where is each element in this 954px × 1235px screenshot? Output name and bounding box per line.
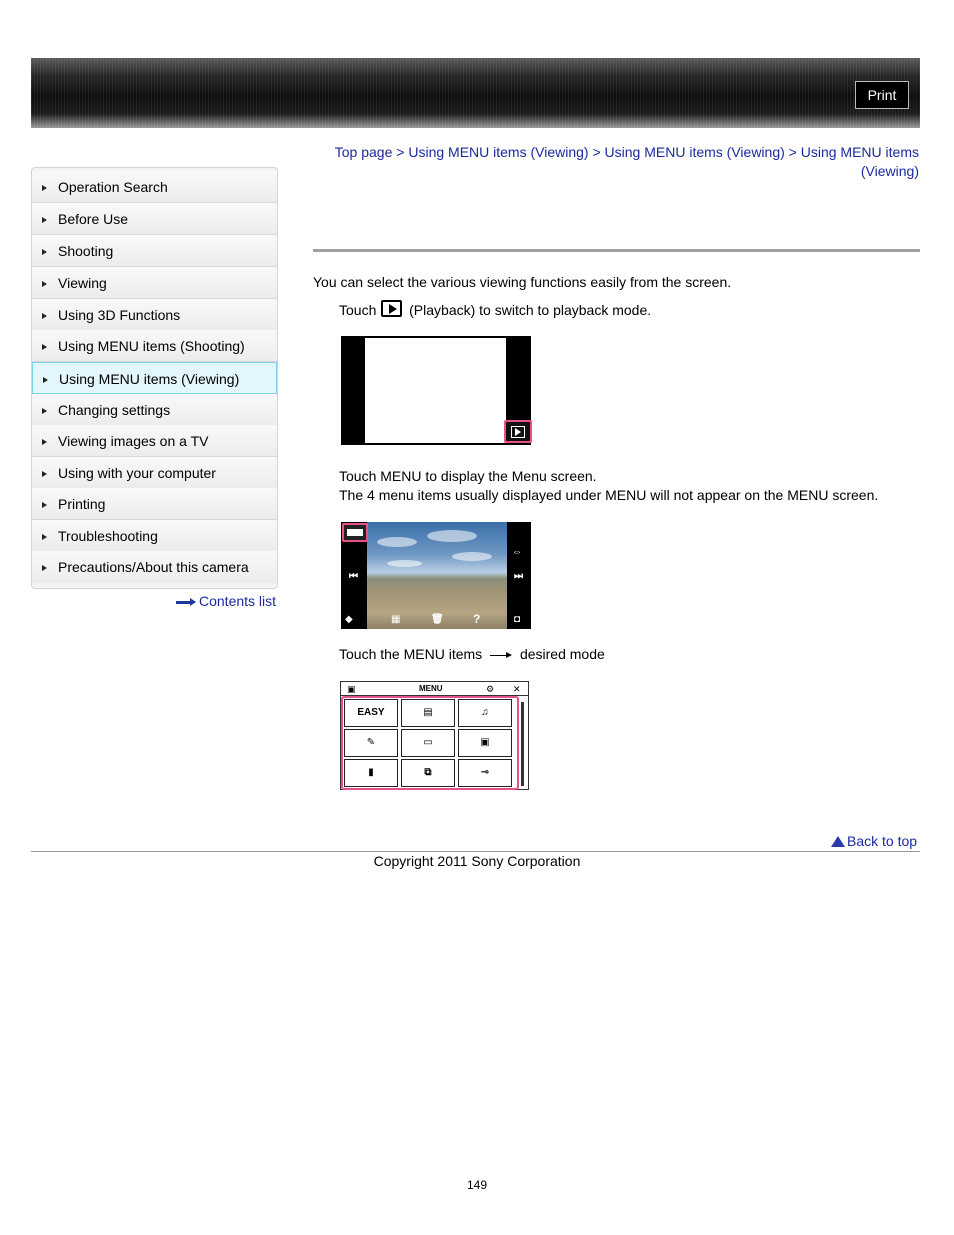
menu-grid-image: [340, 681, 529, 790]
sidebar-item-label: Using MENU items (Viewing): [59, 371, 240, 387]
arrow-right-icon: [42, 217, 47, 223]
index-icon: ▦: [391, 614, 401, 625]
next-icon: ⏭: [514, 571, 523, 582]
sidebar-item-printing[interactable]: [32, 488, 277, 520]
arrow-right-icon: [42, 408, 47, 414]
arrow-right-icon: [43, 377, 48, 383]
step-2-line-1: Touch MENU to display the Menu screen.: [339, 468, 597, 484]
arrow-right-icon: [42, 249, 47, 255]
menu-topbar: [341, 682, 528, 696]
sidebar-item-label: Using 3D Functions: [58, 307, 181, 323]
step-3-text: [339, 645, 605, 664]
slideshow-icon: ♫: [458, 699, 512, 727]
contents-list-link[interactable]: [176, 592, 276, 610]
step-3-prefix: Touch the MENU items: [339, 646, 483, 662]
sidebar-item-label: Before Use: [58, 211, 129, 227]
view-mode-icon: ◆: [345, 614, 353, 625]
title-divider: [313, 249, 920, 252]
help-icon: ?: [473, 612, 481, 626]
sidebar-item-operation-search[interactable]: [32, 171, 277, 203]
sidebar-item-shooting[interactable]: [32, 235, 277, 267]
breadcrumb-separator: >: [788, 144, 797, 160]
sidebar-item-label: Viewing: [58, 275, 107, 291]
arrow-right-icon: [176, 598, 196, 606]
back-to-top-label: Back to top: [847, 833, 918, 849]
sidebar-item-before-use[interactable]: [32, 203, 277, 235]
playback-icon: [381, 300, 402, 317]
breadcrumb: [313, 143, 919, 181]
intro-text: You can select the various viewing functions easily from the screen.: [313, 274, 732, 290]
sidebar-item-3d-functions[interactable]: [32, 299, 277, 331]
menu-scrollbar: [521, 702, 524, 786]
sidebar-item-label: Using with your computer: [58, 465, 216, 481]
page-number: 149: [466, 1178, 488, 1192]
playback-button-icon: [504, 420, 532, 443]
easy-mode-cell: EASY: [344, 699, 398, 727]
step-3-suffix: desired mode: [519, 646, 605, 662]
sidebar-item-label: Troubleshooting: [58, 528, 158, 544]
sidebar-item-menu-viewing[interactable]: [32, 362, 277, 394]
step-1-prefix: Touch: [339, 302, 377, 318]
arrow-right-icon: [42, 344, 47, 350]
delete-icon: 🗑: [431, 614, 444, 625]
arrow-right-icon: [42, 313, 47, 319]
playback-screen-image: [341, 336, 531, 445]
contents-list-label: Contents list: [199, 593, 277, 609]
triangle-up-icon: [831, 836, 845, 847]
arrow-right-icon: [42, 534, 47, 540]
calendar-icon: ▤: [401, 699, 455, 727]
sidebar-item-menu-shooting[interactable]: [32, 330, 277, 362]
menu-screen-photo-image: [341, 522, 531, 629]
step-1-suffix: (Playback) to switch to playback mode.: [409, 302, 652, 318]
close-icon: ✕: [513, 684, 521, 694]
edit-icon: ▭: [401, 729, 455, 757]
arrow-right-icon: [42, 502, 47, 508]
sidebar-item-label: Shooting: [58, 243, 114, 259]
back-to-top-link[interactable]: [831, 832, 917, 850]
arrow-right-icon: [490, 651, 512, 659]
arrow-right-icon: [42, 565, 47, 571]
breadcrumb-top-page[interactable]: Top page: [334, 144, 393, 160]
zoom-icon: ⇔: [512, 547, 522, 558]
sidebar-item-label: Precautions/About this camera: [58, 559, 249, 575]
sidebar-item-viewing[interactable]: [32, 267, 277, 299]
movie-edit-icon: ▮: [344, 759, 398, 787]
arrow-right-icon: [42, 471, 47, 477]
sidebar-item-tv[interactable]: [32, 425, 277, 457]
sidebar-item-changing-settings[interactable]: [32, 394, 277, 426]
retouch-icon: ✎: [344, 729, 398, 757]
step-1-text: [339, 300, 651, 320]
print-button[interactable]: Print: [855, 81, 909, 109]
arrow-right-icon: [42, 439, 47, 445]
menu-grid-frame: [341, 696, 519, 790]
3d-view-icon: ▣: [458, 729, 512, 757]
sidebar-nav: [31, 167, 278, 589]
sidebar-item-label: Using MENU items (Shooting): [58, 338, 245, 354]
arrow-right-icon: [42, 185, 47, 191]
copy-icon: ⧉: [401, 759, 455, 787]
sidebar-item-troubleshooting[interactable]: [32, 520, 277, 552]
gear-icon: ⚙: [486, 684, 495, 694]
copyright-text: Copyright 2011 Sony Corporation: [373, 853, 581, 869]
sidebar-item-precautions[interactable]: [32, 551, 277, 583]
menu-title: MENU: [419, 684, 443, 693]
previous-icon: ⏮: [349, 571, 358, 582]
step-2-line-2: The 4 menu items usually displayed under MENU will not appear on the MENU screen.: [339, 487, 879, 503]
briefcase-icon: ▣: [347, 684, 356, 694]
breadcrumb-viewing-3-cont[interactable]: (Viewing): [860, 163, 919, 179]
breadcrumb-viewing-2[interactable]: Using MENU items (Viewing): [604, 144, 785, 160]
sidebar-item-computer[interactable]: [32, 457, 277, 489]
menu-button-icon: [342, 523, 368, 542]
header-banner: [31, 58, 920, 128]
sidebar-item-label: Printing: [58, 496, 106, 512]
breadcrumb-separator: >: [592, 144, 601, 160]
breadcrumb-viewing-1[interactable]: Using MENU items (Viewing): [408, 144, 589, 160]
protect-icon: ⊸: [458, 759, 512, 787]
sidebar-item-label: Changing settings: [58, 402, 171, 418]
arrow-right-icon: [42, 281, 47, 287]
sidebar-item-label: Viewing images on a TV: [58, 433, 209, 449]
breadcrumb-viewing-3[interactable]: Using MENU items: [800, 144, 919, 160]
breadcrumb-separator: >: [396, 144, 405, 160]
sidebar-item-label: Operation Search: [58, 179, 168, 195]
camera-icon: ◘: [514, 614, 521, 625]
